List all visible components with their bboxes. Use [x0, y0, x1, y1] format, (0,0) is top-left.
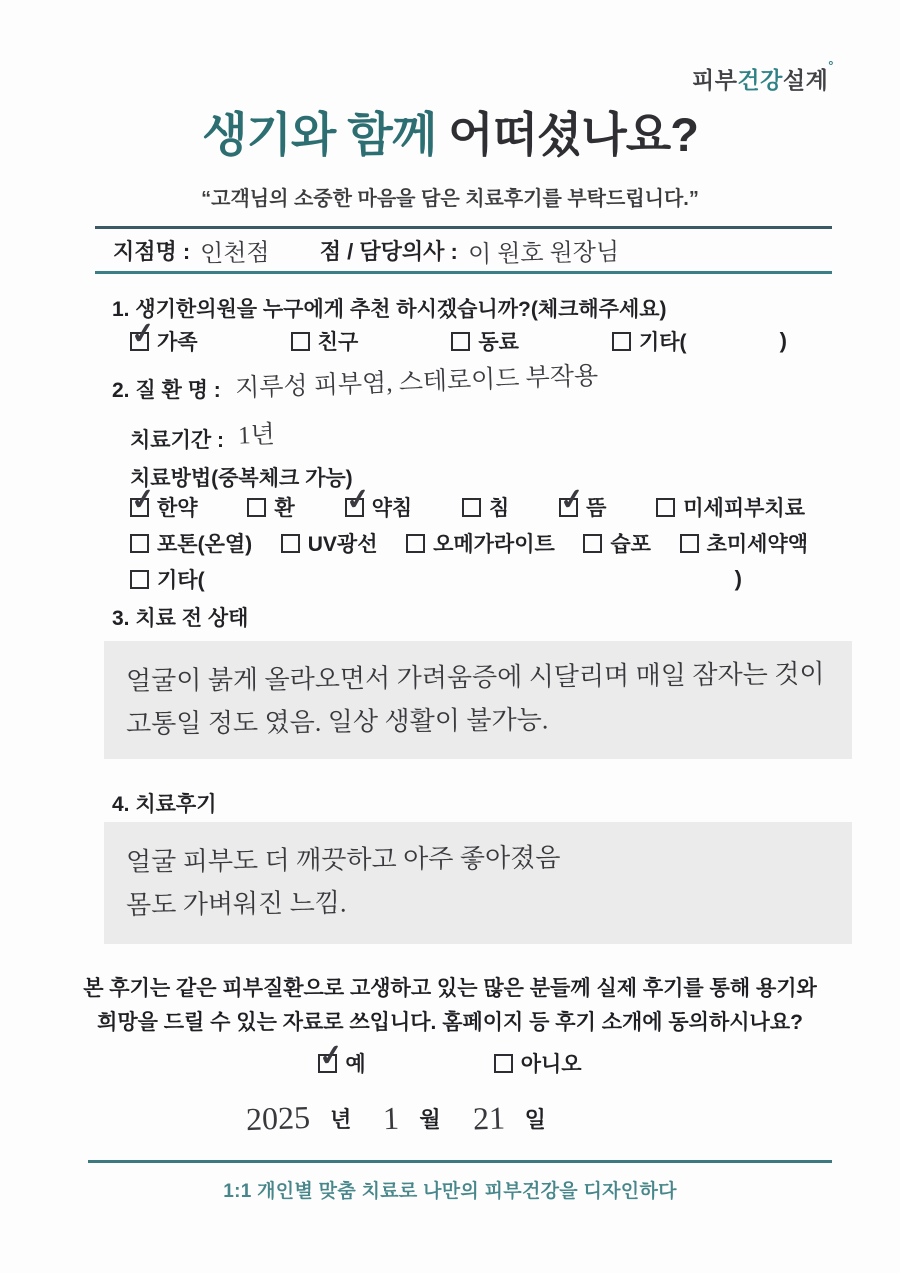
logo-degree-mark: °: [828, 58, 834, 73]
q1-label: 1. 생기한의원을 누구에게 추천 하시겠습니까?(체크해주세요): [112, 298, 667, 321]
consent-yes-label: 예: [345, 1053, 366, 1076]
date-year-value: 2025: [245, 1098, 311, 1138]
consent-line1: 본 후기는 같은 피부질환으로 고생하고 있는 많은 분들께 실제 후기를 통해 용기와: [83, 977, 817, 1000]
q4-label: 4. 치료후기: [112, 793, 217, 816]
q3-answer-line2: 고통일 정도 였음. 일상 생활이 불가능.: [125, 705, 549, 739]
branch-doctor-row: [95, 226, 832, 274]
q1-option-label: 동료: [478, 331, 519, 354]
page-subtitle: “고객님의 소중한 마음을 담은 치료후기를 부탁드립니다.”: [201, 188, 699, 210]
consent-option-yes: [317, 1038, 366, 1078]
method-option-omega-light: [406, 528, 555, 558]
branch-name-value: 인천점: [200, 239, 271, 268]
checkmark-icon: ✓: [129, 316, 157, 351]
method-checkbox-other[interactable]: [130, 570, 149, 589]
treatment-methods-label: 치료방법(중복체크 가능): [130, 467, 353, 490]
method-checkbox-omega-light[interactable]: [406, 534, 425, 553]
date-row: [0, 1100, 900, 1137]
logo-accent: 건강: [737, 67, 783, 93]
checkmark-icon: ✓: [343, 482, 372, 517]
consent-line2: 희망을 드릴 수 있는 자료로 쓰입니다. 홈페이지 등 후기 소개에 동의하시나요?: [97, 1010, 803, 1034]
method-option-label: 초미세약액: [706, 533, 808, 556]
q1-option-label: 기타(: [638, 331, 687, 354]
footer-divider: [88, 1160, 832, 1163]
method-checkbox-ultra-fine-solution[interactable]: [680, 534, 699, 553]
method-checkbox-moxibustion[interactable]: [558, 482, 586, 517]
method-option-label: 습포: [610, 533, 651, 556]
doctor-value: 이 원호 원장님: [467, 239, 620, 268]
disease-name-value: 지루성 피부염, 스테로이드 부작용: [234, 362, 599, 403]
q1-option-family: [129, 316, 198, 356]
method-option-label: UV광선: [307, 533, 378, 556]
q1-checkbox-colleague[interactable]: [451, 332, 470, 351]
q3-label: 3. 치료 전 상태: [112, 607, 249, 630]
date-month-value: 1: [382, 1099, 400, 1137]
method-checkbox-acupuncture[interactable]: [462, 498, 481, 517]
q3-answer-line1: 얼굴이 붉게 올라오면서 가려움증에 시달리며 매일 잠자는 것이: [125, 659, 825, 696]
q1-option-label: 친구: [317, 331, 359, 354]
methods-row-1: [129, 482, 805, 522]
page-title-rest: 어떠셨나요?: [436, 108, 698, 161]
q1-other-close-paren: ): [779, 328, 787, 353]
clinic-logo: [691, 58, 834, 95]
method-option-label: 침: [488, 497, 510, 520]
consent-checkbox-yes[interactable]: [317, 1038, 346, 1073]
checkmark-icon: ✓: [558, 482, 586, 517]
page-title-accent: 생기와 함께: [202, 108, 437, 161]
q1-option-other: [612, 326, 687, 356]
q2-disease-line: [112, 362, 599, 404]
method-option-photon-heat: [130, 528, 252, 558]
checkmark-icon: ✓: [129, 482, 157, 517]
method-checkbox-herbal-medicine[interactable]: [129, 482, 157, 517]
checkmark-icon: ✓: [317, 1038, 346, 1073]
method-option-moxibustion: [558, 482, 607, 522]
consent-option-no: [494, 1048, 582, 1078]
method-option-ultra-fine-solution: [680, 528, 808, 558]
q1-checkbox-other[interactable]: [612, 332, 631, 351]
methods-row-2: [130, 528, 808, 558]
q4-answer-box: [104, 822, 852, 944]
q4-answer-line2: 몸도 가벼워진 느낌.: [125, 888, 347, 920]
method-other-close-paren: ): [734, 566, 742, 591]
branch-name-label: 지점명 :: [113, 238, 191, 264]
method-option-label: 뜸: [586, 497, 607, 520]
method-checkbox-uv-light[interactable]: [281, 534, 300, 553]
method-option-micro-skin-treatment: [656, 492, 805, 522]
q3-answer-box: [104, 641, 852, 759]
q1-options-row: [129, 316, 787, 356]
q2-period-line: [130, 418, 275, 454]
method-option-acupuncture: [462, 492, 509, 522]
consent-text: [70, 972, 830, 1039]
method-option-uv-light: [281, 528, 378, 558]
method-option-herbal-medicine: [129, 482, 198, 522]
q1-checkbox-friend[interactable]: [291, 332, 310, 351]
date-month-label: 월: [419, 1107, 441, 1132]
method-checkbox-micro-skin-treatment[interactable]: [656, 498, 675, 517]
page-title: [0, 98, 900, 165]
q1-checkbox-family[interactable]: [129, 316, 157, 351]
method-option-wet-dressing: [583, 528, 651, 558]
method-option-pill: [247, 492, 294, 522]
q1-option-label: 가족: [157, 331, 198, 354]
method-option-label: 환: [274, 497, 295, 520]
date-day-value: 21: [471, 1099, 506, 1137]
method-checkbox-wet-dressing[interactable]: [583, 534, 602, 553]
q4-answer-line1: 얼굴 피부도 더 깨끗하고 아주 좋아졌음: [125, 843, 561, 877]
treatment-period-value: 1년: [237, 421, 276, 450]
method-option-label: 한약: [157, 497, 198, 520]
method-option-label: 포톤(온열): [157, 533, 253, 556]
consent-checkbox-no[interactable]: [494, 1054, 513, 1073]
method-checkbox-pill[interactable]: [247, 498, 266, 517]
method-option-label: 약침: [371, 497, 413, 520]
method-checkbox-pharmacopuncture[interactable]: [343, 482, 372, 517]
logo-suffix: 설계: [782, 67, 829, 93]
method-option-pharmacopuncture: [343, 482, 413, 522]
date-day-label: 일: [524, 1107, 546, 1132]
method-option-other: [130, 564, 205, 594]
consent-options-row: [0, 1038, 900, 1078]
doctor-label: 점 / 담당의사 :: [319, 238, 458, 264]
treatment-period-label: 치료기간 :: [130, 429, 224, 452]
logo-prefix: 피부: [691, 67, 738, 93]
method-option-label: 오메가라이트: [433, 533, 555, 556]
q1-option-friend: [291, 326, 359, 356]
consent-no-label: 아니오: [520, 1053, 582, 1076]
q2-label: 2. 질 환 명 :: [112, 379, 221, 402]
method-option-label: 기타(: [157, 569, 205, 592]
date-year-label: 년: [330, 1107, 352, 1132]
methods-row-3: [130, 564, 742, 594]
method-option-label: 미세피부치료: [683, 497, 805, 520]
footer-slogan: 1:1 개인별 맞춤 치료로 나만의 피부건강을 디자인하다: [223, 1181, 677, 1202]
q1-option-colleague: [451, 326, 519, 356]
method-checkbox-photon-heat[interactable]: [130, 534, 149, 553]
